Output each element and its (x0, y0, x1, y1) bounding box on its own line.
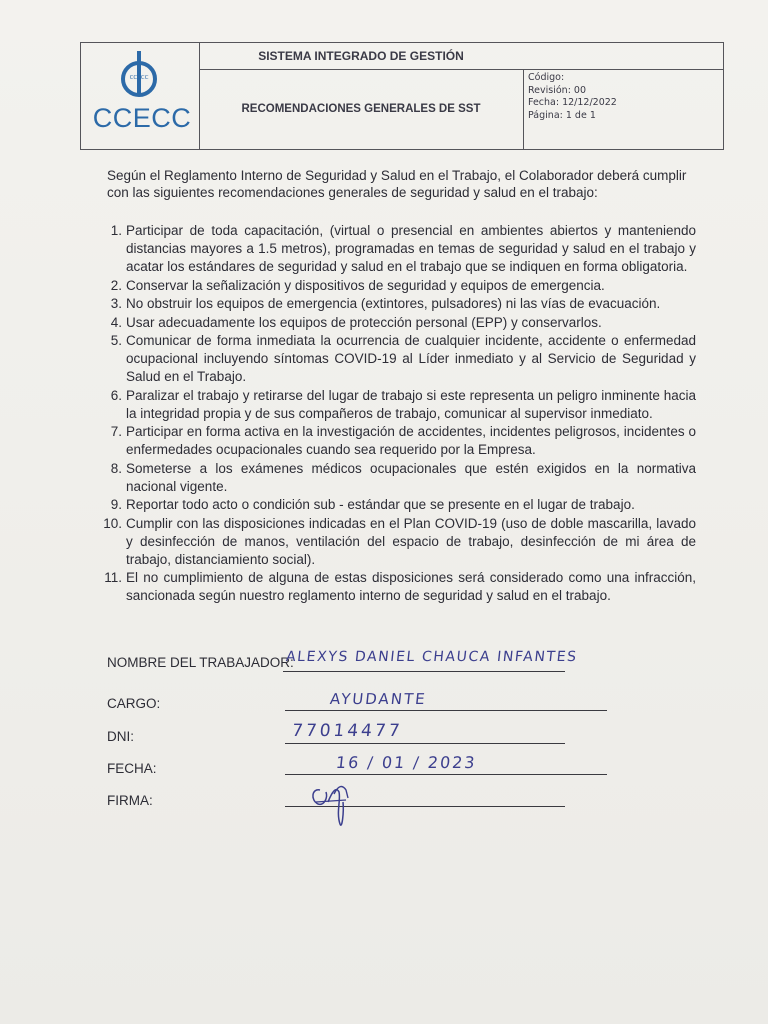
item-text: Comunicar de forma inmediata la ocurrencia de cualquier incidente, accidente o enfermedad ocupacional incluyendo síntomas COVID-19 al Líder inmediato y al Servicio de Seguridad y Salud en el Trabajo. (126, 333, 696, 384)
item-text: Paralizar el trabajo y retirarse del lugar de trabajo si este representa un peligro inminente hacia la integridad propia y de sus compañeros de trabajo, comunicar al supervisor inmediato. (126, 387, 696, 421)
list-item (100, 222, 696, 276)
item-text: Participar en forma activa en la investigación de accidentes, incidentes peligrosos, incidentes o enfermedades ocupacionales cuando sea requerido por la Empresa. (126, 424, 696, 457)
nombre-value: ALEXYS DANIEL CHAUCA INFANTES (285, 649, 579, 665)
cargo-label: CARGO: (107, 696, 161, 711)
item-number: 1. (110, 223, 122, 238)
list-item (100, 460, 696, 496)
list-item (100, 277, 696, 295)
item-text: El no cumplimiento de alguna de estas disposiciones será considerado como una infracción, sancionada según nuestro reglamento interno de seguridad y salud en el trabajo. (126, 570, 696, 603)
item-number: 7. (110, 424, 122, 439)
fecha-value: 16 / 01 / 2023 (335, 753, 478, 772)
item-number: 8. (110, 460, 122, 476)
document-meta (523, 69, 724, 150)
logo-ring-text: CCECC (129, 75, 149, 81)
dni-line (285, 743, 565, 744)
item-number: 5. (110, 333, 122, 348)
item-text: Someterse a los exámenes médicos ocupacionales que estén exigidos en la normativa nacional vigente. (126, 460, 696, 494)
cargo-line (285, 710, 607, 711)
firma-label: FIRMA: (107, 793, 153, 808)
item-text: No obstruir los equipos de emergencia (extintores, pulsadores) ni las vías de evacuación. (126, 296, 661, 311)
item-text: Reportar todo acto o condición sub - estándar que se presente en el lugar de trabajo. (126, 497, 635, 512)
signature-icon (306, 772, 366, 834)
list-item (100, 423, 696, 459)
item-number: 2. (110, 277, 122, 293)
system-title: SISTEMA INTEGRADO DE GESTIÓN (199, 43, 523, 70)
list-item (100, 496, 696, 514)
list-item (100, 295, 696, 313)
cargo-value: AYUDANTE (329, 690, 428, 708)
nombre-line (283, 671, 565, 672)
nombre-label: NOMBRE DEL TRABAJADOR: (107, 655, 294, 670)
dni-value: 77014477 (290, 721, 404, 741)
item-number: 9. (110, 497, 122, 512)
item-number: 6. (110, 387, 122, 403)
item-number: 11. (104, 570, 122, 585)
ccecc-logo-icon (111, 49, 167, 101)
logo-text: CCECC (92, 103, 192, 133)
item-text: Usar adecuadamente los equipos de protección personal (EPP) y conservarlos. (126, 314, 602, 330)
dni-label: DNI: (107, 729, 134, 744)
item-text: Conservar la señalización y dispositivos de seguridad y equipos de emergencia. (126, 277, 605, 293)
list-item (100, 314, 696, 332)
document-header (80, 42, 724, 150)
meta-fecha: Fecha: 12/12/2022 (528, 97, 617, 108)
meta-pagina: Página: 1 de 1 (528, 109, 596, 121)
item-number: 4. (110, 314, 122, 330)
recommendations-list (100, 222, 696, 606)
item-number: 10. (103, 515, 122, 531)
list-item (100, 569, 696, 605)
document-title: RECOMENDACIONES GENERALES DE SST (241, 103, 481, 115)
fecha-label: FECHA: (107, 761, 157, 776)
intro-paragraph: Según el Reglamento Interno de Seguridad y Salud en el Trabajo, el Colaborador deberá cumplir con las siguientes recomendaciones generales de seguridad y salud en el trabajo: (107, 168, 687, 200)
list-item (100, 387, 696, 423)
meta-revision: Revisión: 00 (528, 84, 587, 96)
item-text: Participar de toda capacitación, (virtual o presencial en ambientes abiertos y manteniendo distancias mayores a 1.5 metros), programadas en temas de seguridad y salud en el trabajo y acatar los estándares de seguridad y salud en el trabajo que se indiquen en forma obligatoria. (126, 223, 696, 274)
logo-cell (81, 43, 200, 149)
item-text: Cumplir con las disposiciones indicadas en el Plan COVID-19 (uso de doble mascarilla, lavado y desinfección de manos, ventilación del espacio de trabajo, desinfección de mi área de trabajo, distanciamiento social). (126, 515, 696, 567)
item-number: 3. (110, 296, 122, 311)
meta-codigo: Código: (528, 72, 565, 83)
list-item (100, 332, 696, 386)
list-item (100, 515, 696, 569)
